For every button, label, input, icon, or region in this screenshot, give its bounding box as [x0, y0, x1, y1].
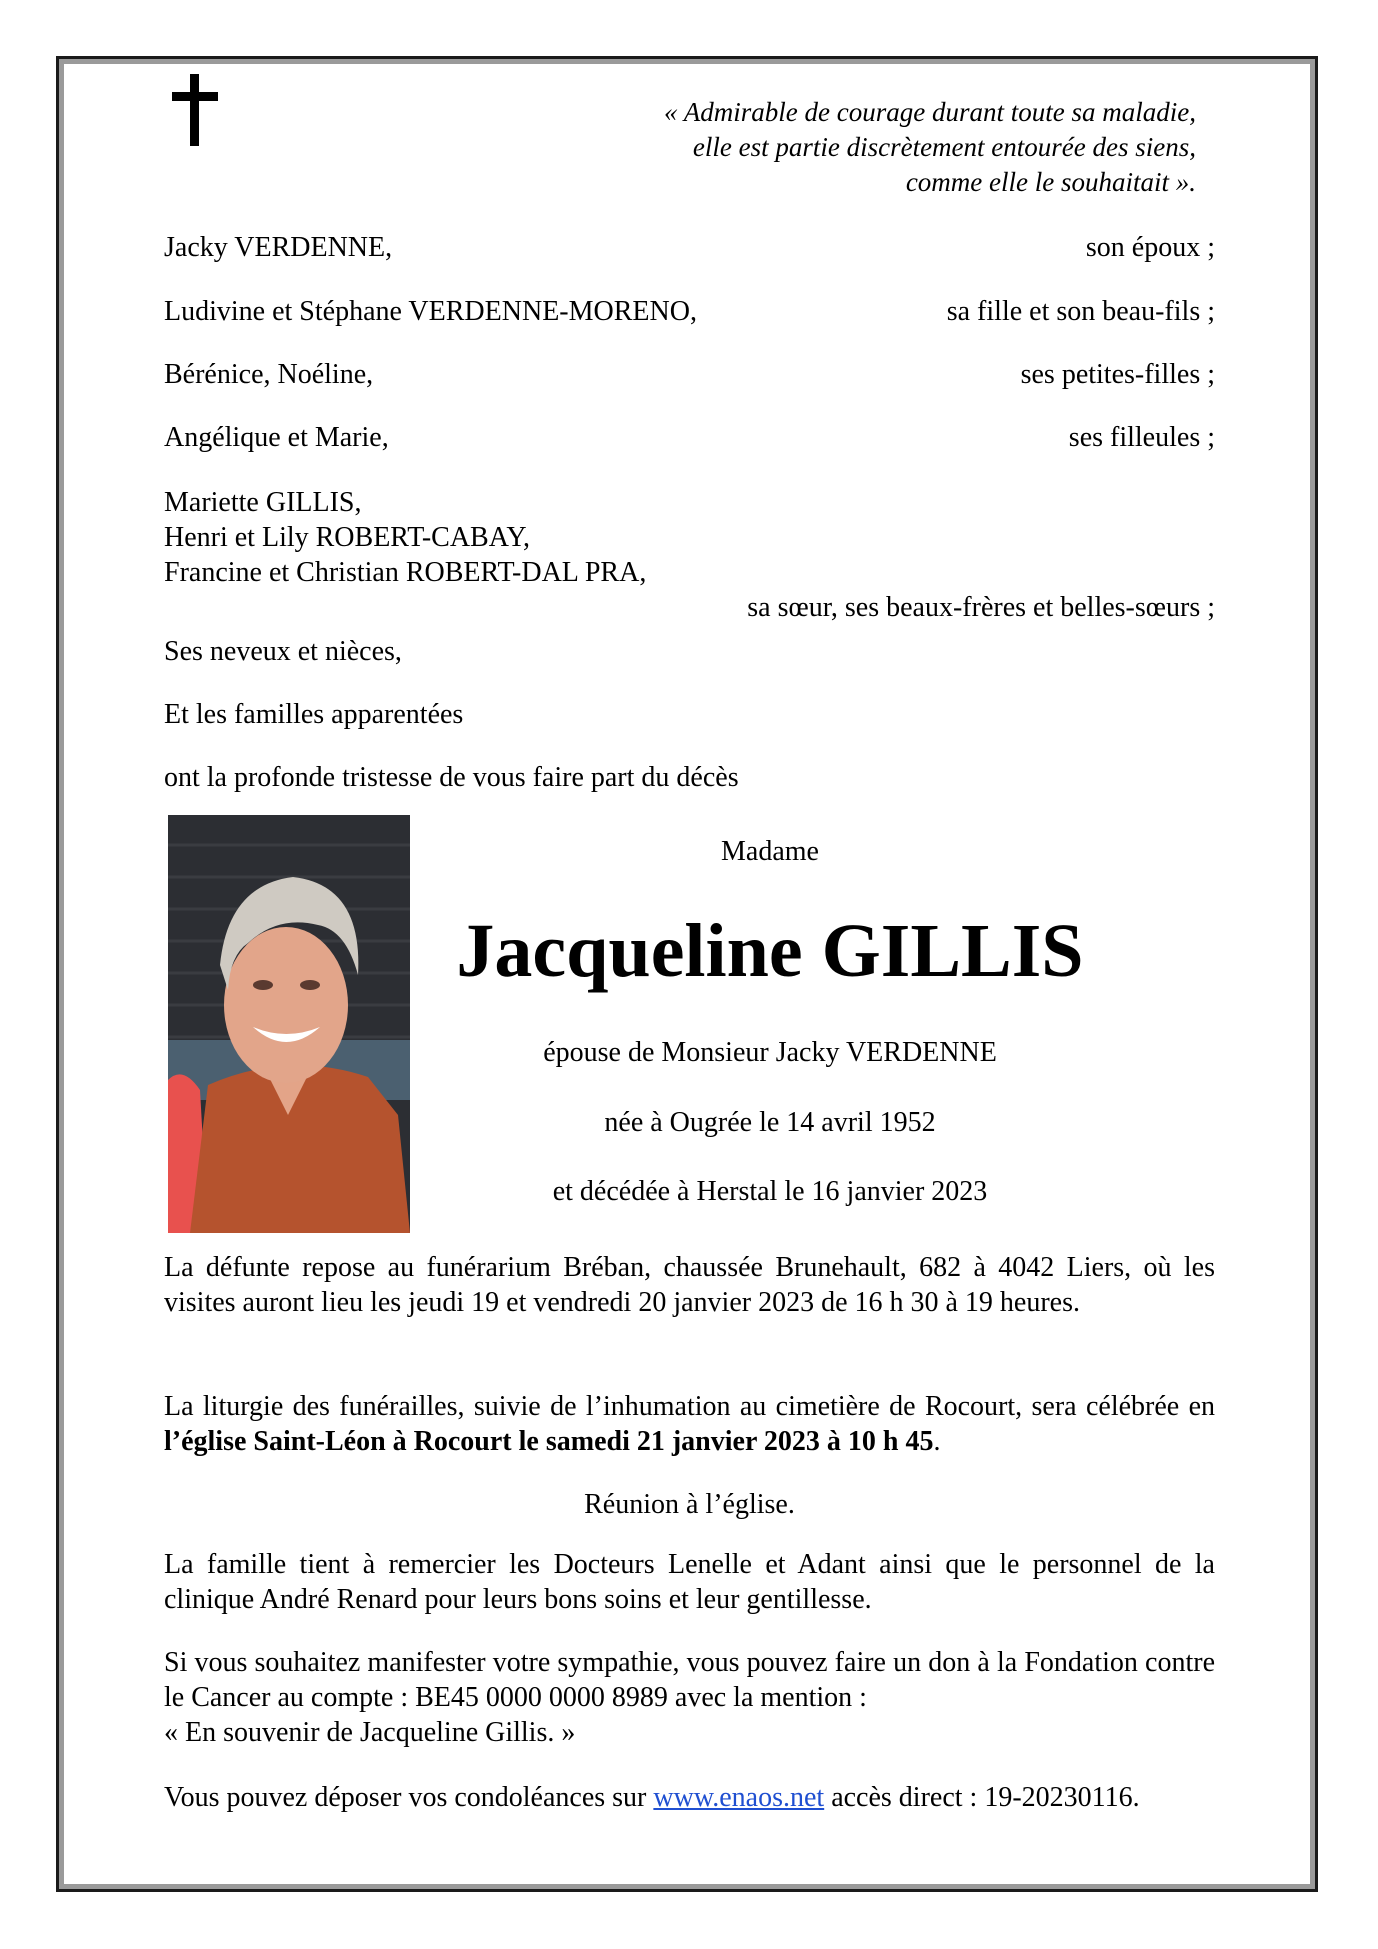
family-row	[164, 357, 1215, 393]
title: Madame	[721, 836, 819, 867]
donation-text: Si vous souhaitez manifester votre sympathie, vous pouvez faire un don à la Fondation contre le Cancer au compte : BE45 0000 0000 8989 avec la mention :	[164, 1647, 1215, 1713]
deceased-photo	[168, 815, 410, 1233]
announcement-line	[164, 760, 1215, 796]
quote-line: comme elle le souhaitait ».	[905, 167, 1196, 197]
deceased-name: Jacqueline GILLIS	[456, 909, 1084, 993]
condolences-paragraph	[164, 1780, 1215, 1815]
siblings-block	[164, 485, 1215, 625]
family-relation: ses filleules ;	[1068, 422, 1215, 453]
family-name: Bérénice, Noéline,	[164, 359, 374, 390]
birth-line: née à Ougrée le 14 avril 1952	[604, 1107, 936, 1138]
family-relation: sa fille et son beau-fils ;	[946, 296, 1215, 327]
sibling-line: Mariette GILLIS,	[164, 487, 362, 518]
spouse-line: épouse de Monsieur Jacky VERDENNE	[543, 1037, 997, 1068]
families-line	[164, 697, 1215, 733]
family-row	[164, 230, 1215, 266]
liturgy-text: La liturgie des funérailles, suivie de l’inhumation au cimetière de Rocourt, sera célébrée en	[164, 1391, 1215, 1422]
family-row	[164, 294, 1215, 330]
families-text: Et les familles apparentées	[164, 699, 464, 730]
family-relation: ses petites-filles ;	[1020, 359, 1215, 390]
family-row	[164, 420, 1215, 456]
condolences-before: Vous pouvez déposer vos condoléances sur	[164, 1782, 654, 1813]
enaos-link[interactable]: www.enaos.net	[653, 1782, 825, 1813]
nephews-line	[164, 634, 1215, 670]
donation-paragraph	[164, 1645, 1215, 1750]
donation-mention: « En souvenir de Jacqueline Gillis. »	[164, 1717, 576, 1748]
cross-icon	[172, 74, 218, 146]
liturgy-location: l’église Saint-Léon à Rocourt le samedi 21 janvier 2023 à 10 h 45	[164, 1426, 934, 1457]
family-name: Angélique et Marie,	[164, 422, 389, 453]
thanks-paragraph: La famille tient à remercier les Docteurs Lenelle et Adant ainsi que le personnel de la clinique André Renard pour leurs bons soins et leur gentillesse.	[164, 1549, 1215, 1615]
death-line: et décédée à Herstal le 16 janvier 2023	[552, 1176, 988, 1207]
family-name: Jacky VERDENNE,	[164, 232, 393, 263]
nephews-text: Ses neveux et nièces,	[164, 636, 402, 667]
reunion-line: Réunion à l’église.	[584, 1489, 795, 1520]
liturgy-end: .	[933, 1426, 941, 1457]
announcement-text: ont la profonde tristesse de vous faire part du décès	[164, 762, 739, 793]
liturgy-paragraph	[164, 1389, 1215, 1459]
family-name: Ludivine et Stéphane VERDENNE-MORENO,	[164, 296, 697, 327]
condolences-after: accès direct : 19-20230116.	[824, 1782, 1140, 1813]
family-relation: son époux ;	[1085, 232, 1215, 263]
quote-line: elle est partie discrètement entourée des siens,	[692, 132, 1196, 162]
epitaph-quote	[664, 95, 1196, 200]
siblings-relation: sa sœur, ses beaux-frères et belles-sœurs ;	[747, 592, 1215, 623]
sibling-line: Francine et Christian ROBERT-DAL PRA,	[164, 557, 647, 588]
rest-paragraph: La défunte repose au funérarium Bréban, chaussée Brunehault, 682 à 4042 Liers, où les visites auront lieu les jeudi 19 et vendredi 20 janvier 2023 de 16 h 30 à 19 heures.	[164, 1252, 1215, 1318]
sibling-line: Henri et Lily ROBERT-CABAY,	[164, 522, 530, 553]
quote-line: « Admirable de courage durant toute sa maladie,	[664, 97, 1196, 127]
